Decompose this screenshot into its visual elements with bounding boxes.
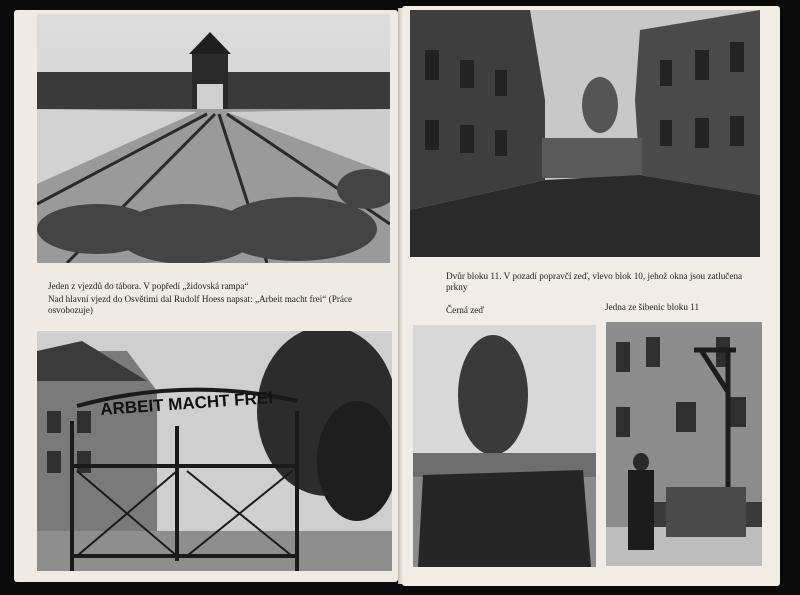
photo-arbeit-macht-frei-gate (37, 331, 392, 571)
caption-arbeit: Nad hlavní vjezd do Osvětimi dal Rudolf Hoess napsat: „Arbeit macht frei“ (Práce osvobozuje) (48, 294, 353, 315)
gate-sign-text: ARBEIT MACHT FREI (99, 388, 274, 420)
photo-black-wall (413, 325, 596, 567)
photo-block-11-courtyard (410, 10, 760, 257)
photo-camp-gate-railway (37, 14, 390, 263)
caption-gate-rail: Jeden z vjezdů do tábora. V popředí „židovská rampa“ (48, 281, 249, 291)
caption-block-11: Dvůr bloku 11. V pozadí popravčí zeď, vlevo blok 10, jehož okna jsou zatlučena prkny (446, 271, 743, 292)
caption-gallows: Jedna ze šibenic bloku 11 (605, 302, 700, 312)
photo-gallows (606, 322, 762, 566)
caption-black-wall: Černá zeď (446, 305, 485, 315)
